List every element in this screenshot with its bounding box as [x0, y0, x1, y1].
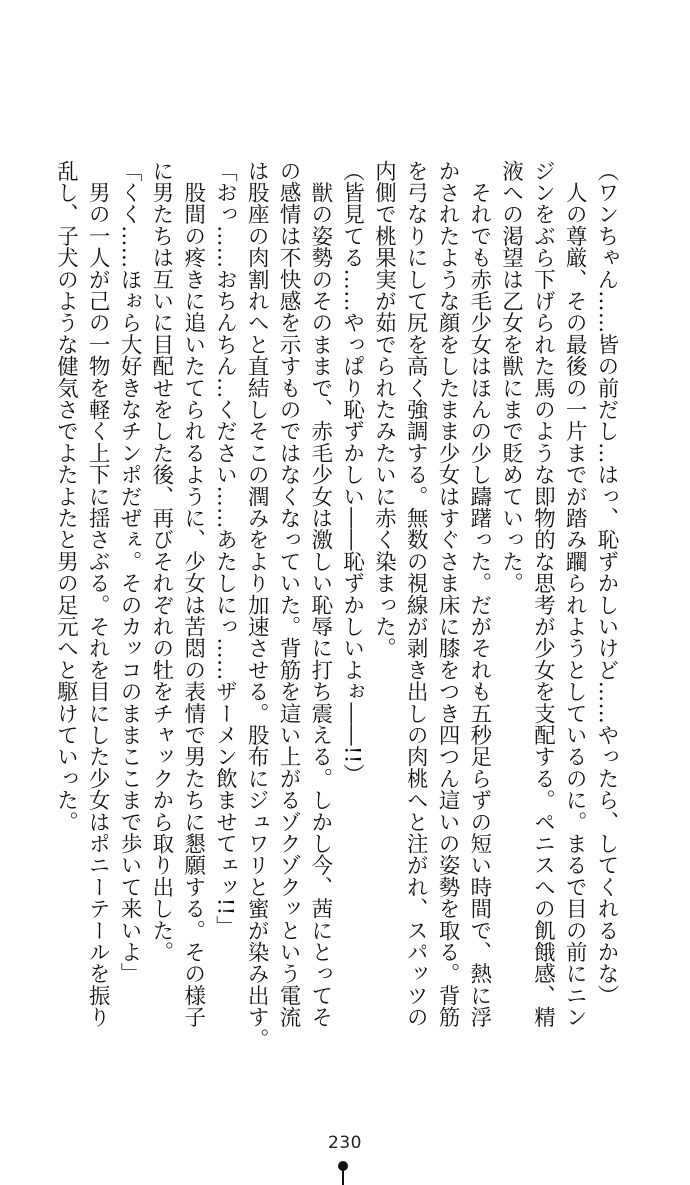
text-line: 股間の疼きに追いたてられるように、少女は苦悶の表情で男たちに懇願する。その様子 — [180, 160, 206, 1028]
text-line: に男たちは互いに目配せをした後、再びそれぞれの牡をチャックから取り出した。 — [148, 160, 174, 963]
text-line: ジンをぶら下げられた馬のような即物的な思考が少女を支配する。ペニスへの飢餓感、精 — [530, 160, 556, 1028]
text-line: かされたような顔をしたまま少女はすぐさま床に膝をつき四つん這いの姿勢を取る。背筋 — [435, 160, 461, 1028]
page-marker-line — [342, 1170, 344, 1185]
vertical-text-body — [50, 160, 622, 1080]
text-line: 液への渇望は乙女を獣にまで貶めていった。 — [498, 160, 524, 594]
text-line: 「くく……ほぉら大好きなチンポだぜぇ。そのカッコのままここまで歩いて来いよ」 — [117, 160, 143, 985]
text-line: を弓なりにして尻を高く強調する。無数の視線が剥き出しの肉桃へと注がれ、スパッツの — [403, 160, 429, 1028]
text-line: 人の尊厳、その最後の一片までが踏み躙られようとしているのに。まるで目の前にニン — [562, 160, 588, 1028]
text-line: の感情は不快感を示すものではなくなっていた。背筋を這い上がるゾクゾクッという電流 — [276, 160, 302, 1028]
text-line: 獣の姿勢のそのままで、赤毛少女は激しい恥辱に打ち震える。しかし今、茜にとってそ — [307, 160, 333, 1028]
text-line: それでも赤毛少女はほんの少し躊躇った。だがそれも五秒足らずの短い時間で、熱に浮 — [466, 160, 492, 1028]
text-line: は股座の肉割れへと直結しそこの潤みをより加速させる。股布にジュワリと蜜が染み出す。 — [244, 160, 270, 1050]
text-line: 内側で桃果実が茹でられたみたいに赤く染まった。 — [371, 160, 397, 660]
text-line: 男の一人が己の一物を軽く上下に揺さぶる。それを目にした少女はポニーテールを振り — [85, 160, 111, 1028]
page-number: 230 — [328, 1133, 362, 1153]
text-line: 乱し、子犬のような健気さでよたよたと男の足元へと駆けていった。 — [53, 160, 79, 833]
text-line: （ワンちゃん……皆の前だし…はっ、恥ずかしいけど……やったら、してくれるかな） — [594, 160, 619, 1007]
text-line: 「おっ……おちんちん…ください……あたしにっ……ザーメン飲ませてェッ!!」 — [212, 160, 238, 938]
text-line: （皆見てる……やっぱり恥ずかしい――恥ずかしいよぉ――!!） — [339, 160, 365, 786]
